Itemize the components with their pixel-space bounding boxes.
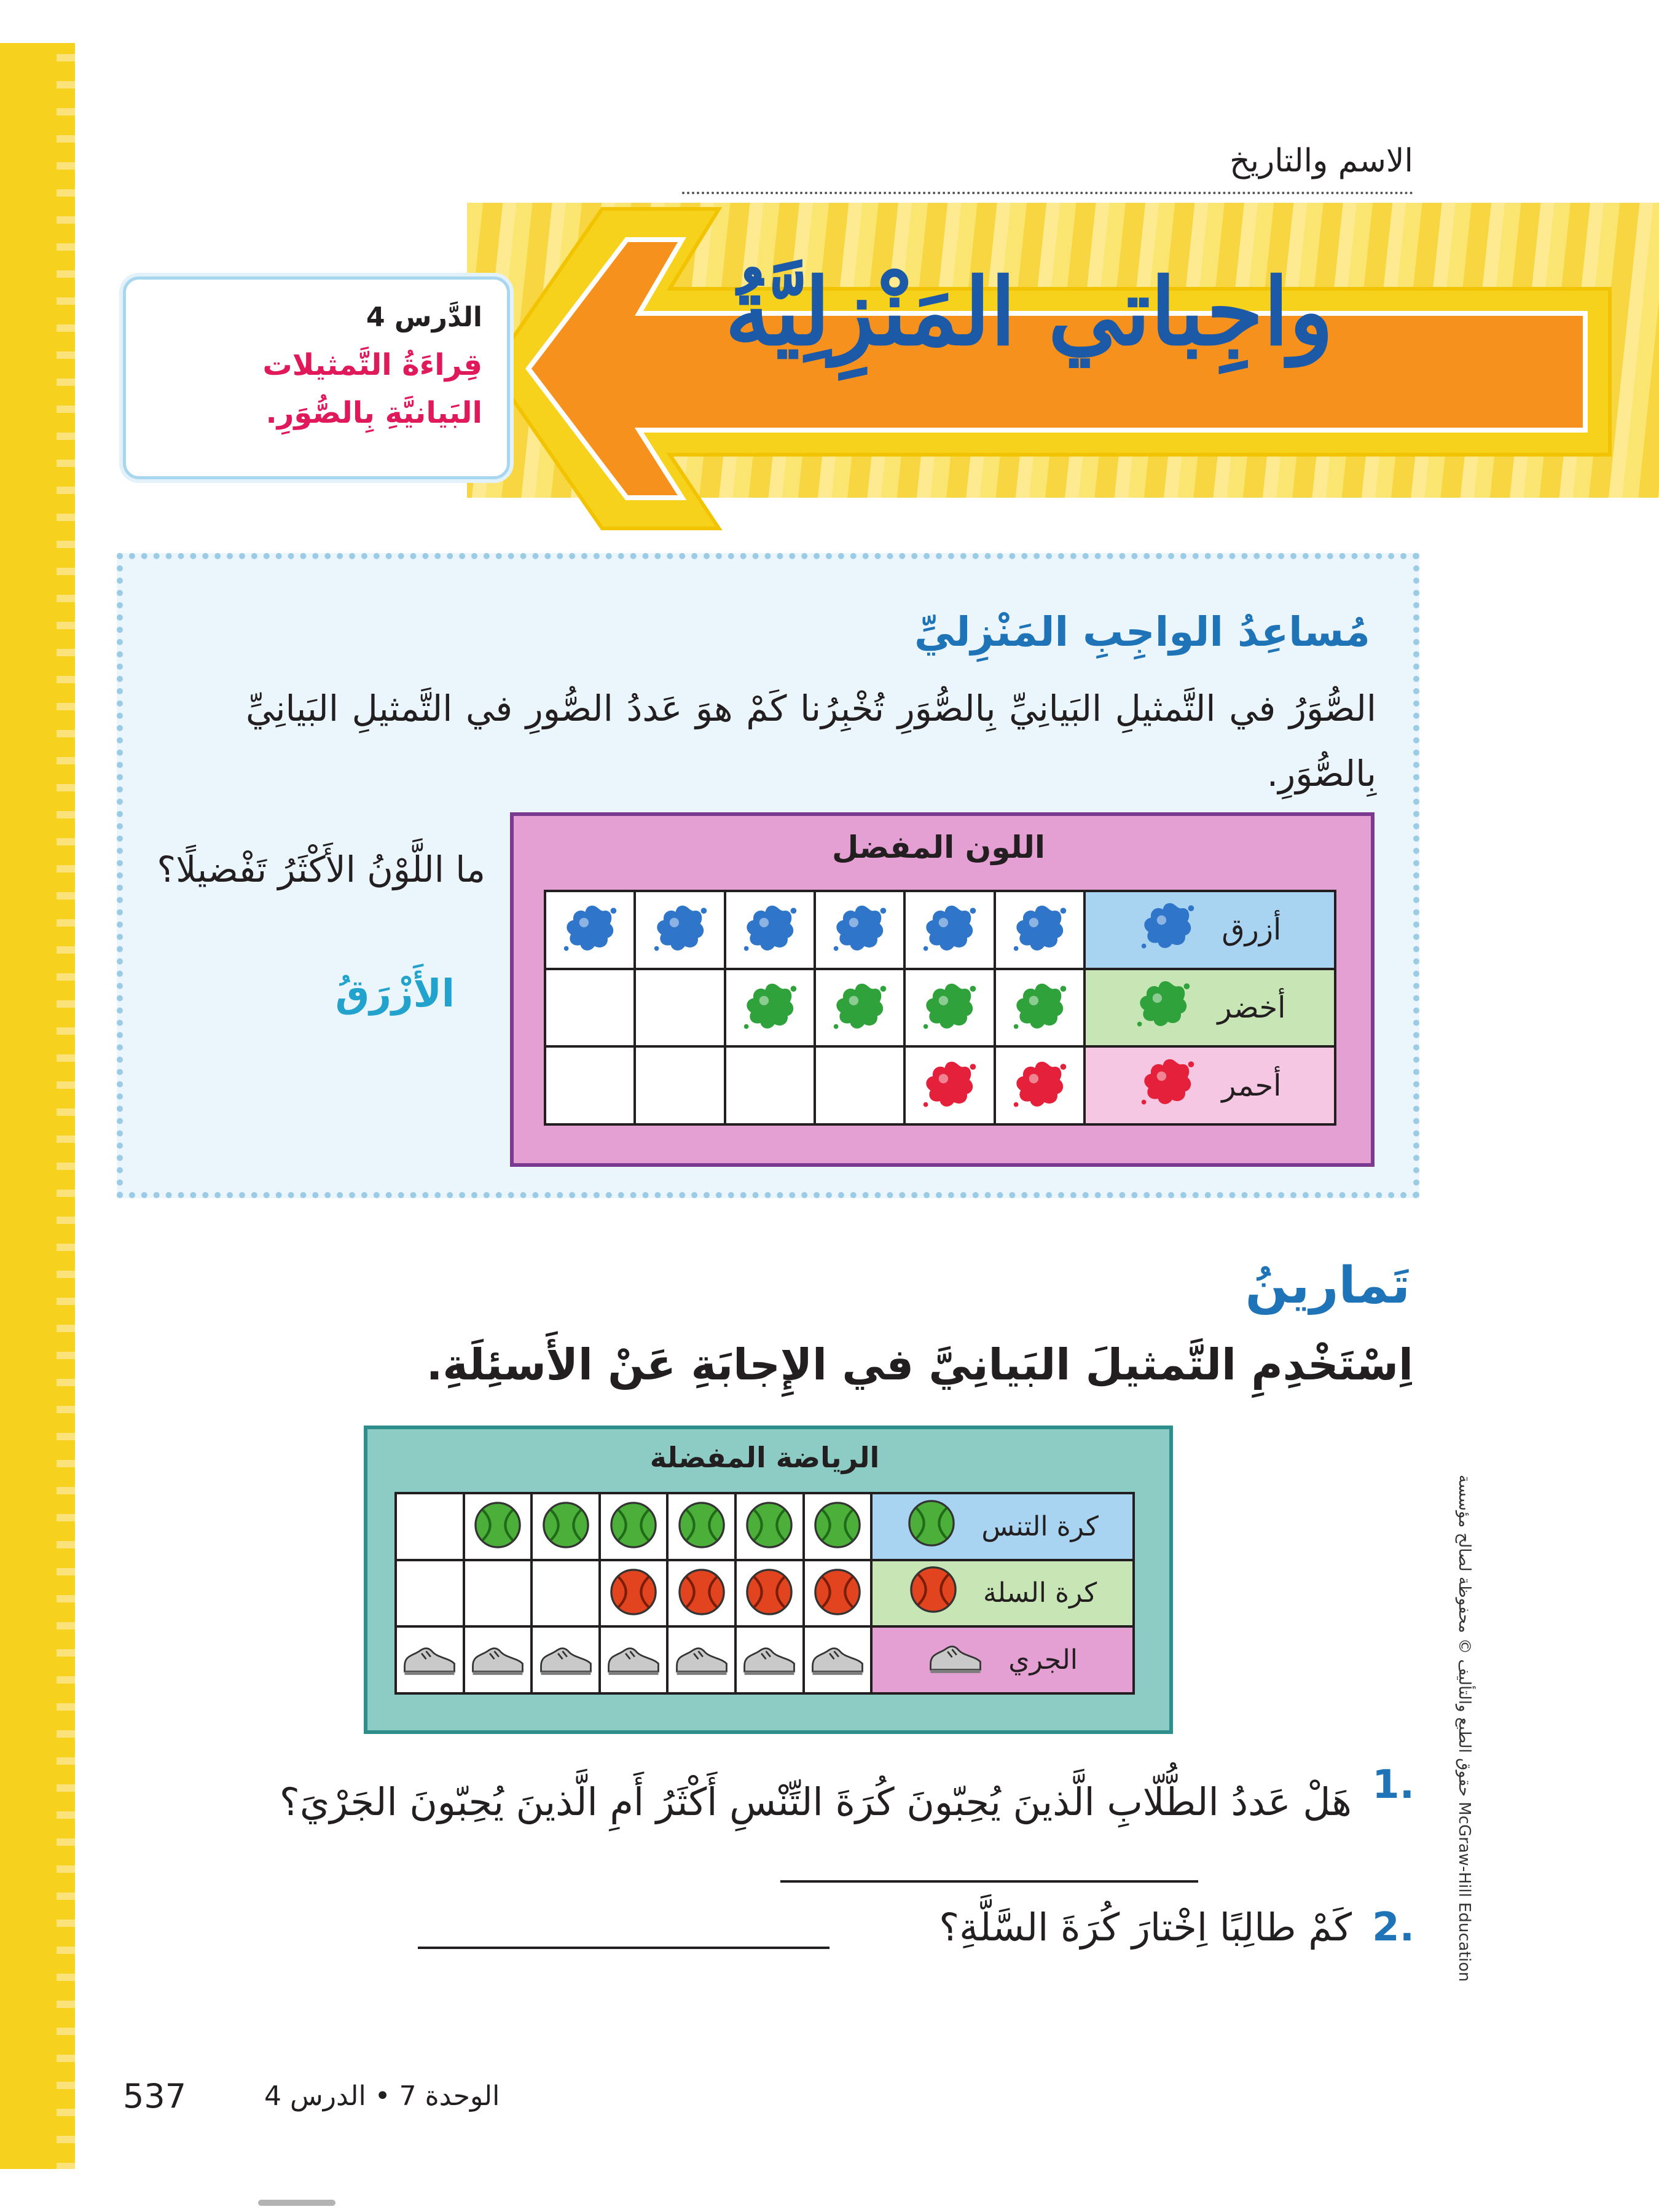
picture-cell (464, 1626, 532, 1693)
picture-cell (531, 1493, 600, 1560)
picture-cell (545, 891, 635, 969)
picture-cell (904, 891, 994, 969)
picture-cell (600, 1493, 668, 1560)
homework-helper-title: مُساعِدُ الواجِبِ المَنْزِليِّ (914, 608, 1370, 656)
picture-cell (545, 1046, 635, 1124)
picture-mark (401, 1669, 458, 1681)
favorite-sport-table (394, 1492, 1135, 1695)
picture-mark (1010, 1027, 1069, 1038)
exercises-title: تَمارينُ (1245, 1257, 1410, 1315)
picture-cell (667, 1493, 735, 1560)
picture-cell (995, 891, 1084, 969)
graph-row (545, 891, 1335, 969)
question-1-answer-line[interactable] (780, 1880, 1198, 1883)
picture-mark (1010, 1105, 1069, 1116)
row-label: أحمر (1222, 1068, 1282, 1103)
picture-cell (804, 1493, 872, 1560)
picture-cell (531, 1626, 600, 1693)
copyright-notice: حقوق الطبع والتأليف © محفوظة لصالح مؤسسة McGraw-Hill Education (1455, 1475, 1473, 1982)
exercises-instruction: اِسْتَخْدِمِ التَّمثيلَ البَيانِيَّ في الإِجابَةِ عَنْ الأَسئِلَةِ. (426, 1339, 1413, 1390)
picture-cell (815, 891, 904, 969)
picture-cell (725, 891, 815, 969)
picture-cell (667, 1626, 735, 1693)
row-label-cell (871, 1626, 1134, 1693)
name-date-label: الاسم والتاريخ (1230, 143, 1413, 179)
favorite-sport-title: الرياضة المفضلة (649, 1441, 880, 1474)
picture-mark (608, 1541, 659, 1553)
picture-mark (744, 1608, 794, 1620)
picture-mark (541, 1541, 591, 1553)
picture-mark (920, 949, 979, 960)
picture-mark (809, 1669, 866, 1681)
picture-cell (396, 1493, 464, 1560)
picture-cell (735, 1560, 804, 1627)
picture-cell (725, 969, 815, 1047)
picture-cell (815, 1046, 904, 1124)
picture-mark (605, 1669, 662, 1681)
lesson-box (123, 276, 510, 479)
yellow-crayon-strip-edge (57, 43, 75, 2169)
picture-cell (635, 969, 724, 1047)
picture-cell (464, 1493, 532, 1560)
row-label: كرة التنس (981, 1510, 1099, 1542)
homework-helper-text: الصُّوَرُ في التَّمثيلِ البَيانِيِّ بِالصُّوَرِ تُخْبِرُنا كَمْ هوَ عَددُ الصُّورِ في التَّمثيلِ البَيانِيِّ بِالصُّوَرِ. (246, 688, 1376, 794)
row-label: الجري (1008, 1644, 1078, 1676)
row-label: كرة السلة (982, 1577, 1097, 1609)
row-label: أزرق (1222, 912, 1282, 947)
scroll-indicator[interactable] (258, 2200, 335, 2206)
picture-mark (469, 1669, 526, 1681)
title-arrow (479, 197, 1647, 541)
picture-cell (545, 969, 635, 1047)
question-2-number: 2. (1372, 1905, 1414, 1950)
picture-mark (677, 1608, 727, 1620)
row-label-cell (871, 1493, 1134, 1560)
picture-mark (473, 1541, 523, 1553)
picture-cell (396, 1560, 464, 1627)
picture-mark (560, 949, 619, 960)
picture-mark (677, 1541, 727, 1553)
picture-mark (608, 1608, 659, 1620)
question-1-text: هَلْ عَددُ الطُّلّابِ الَّذينَ يُحِبّونَ كُرَةَ التِّنْسِ أَكْثَرُ أَمِ الَّذينَ يُحِبّونَ الجَرْيَ؟ (279, 1779, 1352, 1824)
picture-cell (995, 969, 1084, 1047)
picture-cell (735, 1493, 804, 1560)
graph-row (396, 1626, 1134, 1693)
picture-cell (600, 1560, 668, 1627)
helper-question: ما اللَّوْنُ الأَكْثَرُ تَفْضيلًا؟ (157, 849, 485, 890)
picture-cell (635, 891, 724, 969)
question-1-number: 1. (1372, 1762, 1414, 1808)
row-label-cell (1084, 1046, 1335, 1124)
lesson-name-line1: قِراءَةُ التَّمثيلات (262, 348, 482, 382)
picture-mark (830, 1027, 889, 1038)
favorite-color-table (544, 890, 1336, 1126)
picture-mark (1010, 949, 1069, 960)
row-label: أخضر (1217, 990, 1286, 1025)
picture-mark (740, 949, 799, 960)
picture-mark (673, 1669, 730, 1681)
picture-mark (812, 1608, 863, 1620)
picture-cell (815, 969, 904, 1047)
row-key-icon (908, 1564, 959, 1622)
row-key-icon (927, 1637, 984, 1683)
name-date-line[interactable] (682, 192, 1413, 194)
picture-cell (725, 1046, 815, 1124)
picture-cell (464, 1560, 532, 1627)
lesson-number: الدَّرس 4 (366, 302, 482, 333)
picture-mark (920, 1105, 979, 1116)
picture-mark (920, 1027, 979, 1038)
favorite-color-title: اللون المفضل (831, 830, 1046, 865)
page-number: 537 (123, 2077, 187, 2116)
picture-cell (635, 1046, 724, 1124)
picture-cell (735, 1626, 804, 1693)
helper-answer: الأَزْرَقُ (335, 971, 455, 1016)
row-key-icon (1138, 896, 1197, 963)
graph-row (545, 969, 1335, 1047)
picture-mark (651, 949, 710, 960)
lesson-name (138, 341, 482, 437)
row-key-icon (1138, 1053, 1197, 1119)
picture-cell (396, 1626, 464, 1693)
picture-cell (904, 969, 994, 1047)
picture-mark (812, 1541, 863, 1553)
graph-row (545, 1046, 1335, 1124)
picture-mark (538, 1669, 594, 1681)
row-key-icon (1134, 975, 1193, 1041)
graph-row (396, 1493, 1134, 1560)
lesson-name-line2: البَيانيَّةِ بِالصُّوَرِ. (265, 396, 482, 430)
picture-mark (744, 1541, 794, 1553)
picture-cell (600, 1626, 668, 1693)
question-2-answer-line[interactable] (418, 1947, 830, 1949)
picture-cell (904, 1046, 994, 1124)
picture-cell (531, 1560, 600, 1627)
row-label-cell (1084, 969, 1335, 1047)
picture-cell (995, 1046, 1084, 1124)
row-label-cell (871, 1560, 1134, 1627)
page-title: واجِباتي المَنْزِلِيَّةُ (724, 258, 1334, 366)
footer-unit-lesson: الوحدة 7 • الدرس 4 (264, 2081, 500, 2112)
row-key-icon (906, 1498, 957, 1555)
picture-cell (804, 1560, 872, 1627)
row-label-cell (1084, 891, 1335, 969)
picture-cell (667, 1560, 735, 1627)
picture-mark (740, 1027, 799, 1038)
picture-mark (741, 1669, 798, 1681)
graph-row (396, 1560, 1134, 1627)
picture-cell (804, 1626, 872, 1693)
question-2-text: كَمْ طالِبًا اِخْتارَ كُرَةَ السَّلَّةِ؟ (939, 1905, 1352, 1950)
picture-mark (830, 949, 889, 960)
